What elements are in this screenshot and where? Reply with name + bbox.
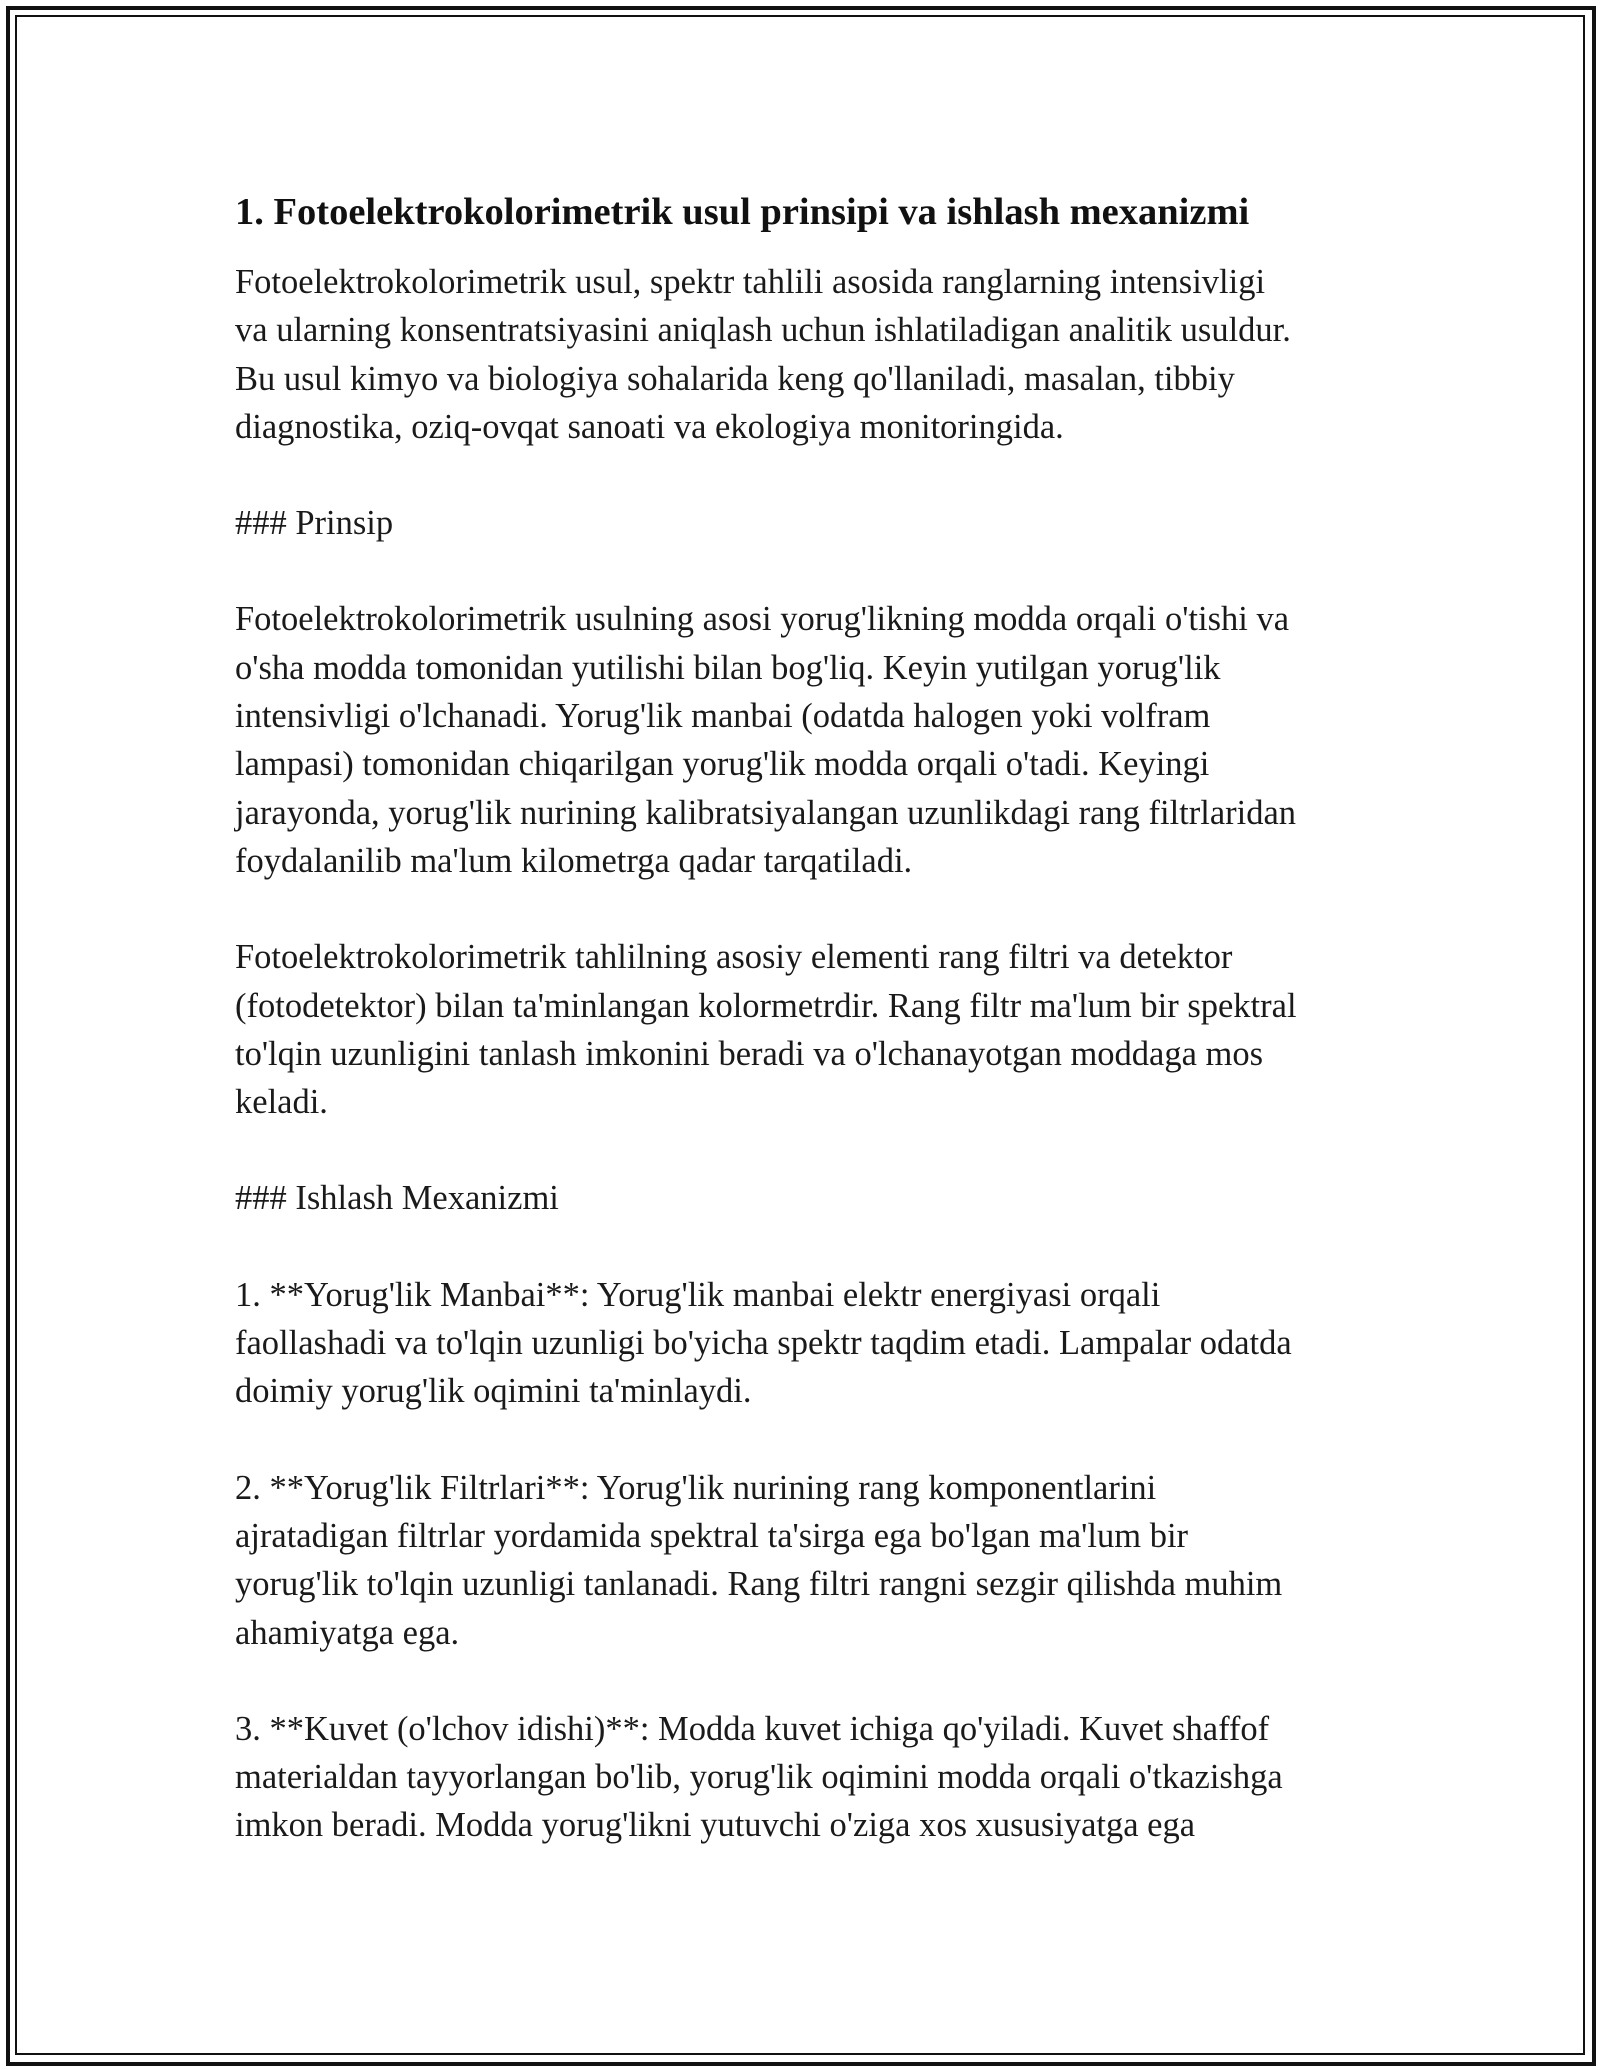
paragraph-prinsip: Fotoelektrokolorimetrik usulning asosi yorug'likning modda orqali o'tishi va o'sha modda tomonidan yutilishi bilan bog'liq. Keyin yutilgan yorug'lik intensivligi o'lchanadi. Yorug'lik manbai (odatda halogen yoki volfram lampasi) tomonidan chiqarilgan yorug'lik modda orqali o'tadi. Keyingi jarayonda, yorug'lik nurining kalibratsiyalangan uzunlikdagi rang filtrlaridan foydalanilib ma'lum kilometrga qadar tarqatiladi. [235,600,1297,880]
paragraph-kolorimetr: Fotoelektrokolorimetrik tahlilning asosiy elementi rang filtri va detektor (fotodetektor) bilan ta'minlangan kolormetrdir. Rang filtr ma'lum bir spektral to'lqin uzunligini tanlash imkonini beradi va o'lchanayotgan moddaga mos keladi. [235,938,1297,1122]
list-item-kuvet: 3. **Kuvet (o'lchov idishi)**: Modda kuvet ichiga qo'yiladi. Kuvet shaffof materialdan tayyorlangan bo'lib, yorug'lik oqimini modda orqali o'tkazishga imkon beradi. Modda yorug'likni yutuvchi o'ziga xos xususiyatga ega [235,1709,1283,1845]
document-body [235,186,1395,1898]
list-item-manba: 1. **Yorug'lik Manbai**: Yorug'lik manbai elektr energiyasi orqali faollashadi va to'lqin uzunligi bo'yicha spektr taqdim etadi. Lampalar odatda doimiy yorug'lik oqimini ta'minlaydi. [235,1275,1292,1411]
section-heading-mexanizm: ### Ishlash Mexanizmi [235,1179,559,1218]
document-title: 1. Fotoelektrokolorimetrik usul prinsipi va ishlash mexanizmi [235,191,1250,233]
paragraph-intro: Fotoelektrokolorimetrik usul, spektr tahlili asosida ranglarning intensivligi va ularning konsentratsiyasini aniqlash uchun ishlatiladigan analitik usuldur. Bu usul kimyo va biologiya sohalarida keng qo'llaniladi, masalan, tibbiy diagnostika, oziq-ovqat sanoati va ekologiya monitoringida. [235,263,1291,446]
list-item-filtrlar: 2. **Yorug'lik Filtrlari**: Yorug'lik nurining rang komponentlarini ajratadigan filtrlar yordamida spektral ta'sirga ega bo'lgan ma'lum bir yorug'lik to'lqin uzunligi tanlanadi. Rang filtri rangni sezgir qilishda muhim ahamiyatga ega. [235,1468,1283,1652]
section-heading-prinsip: ### Prinsip [235,504,394,543]
